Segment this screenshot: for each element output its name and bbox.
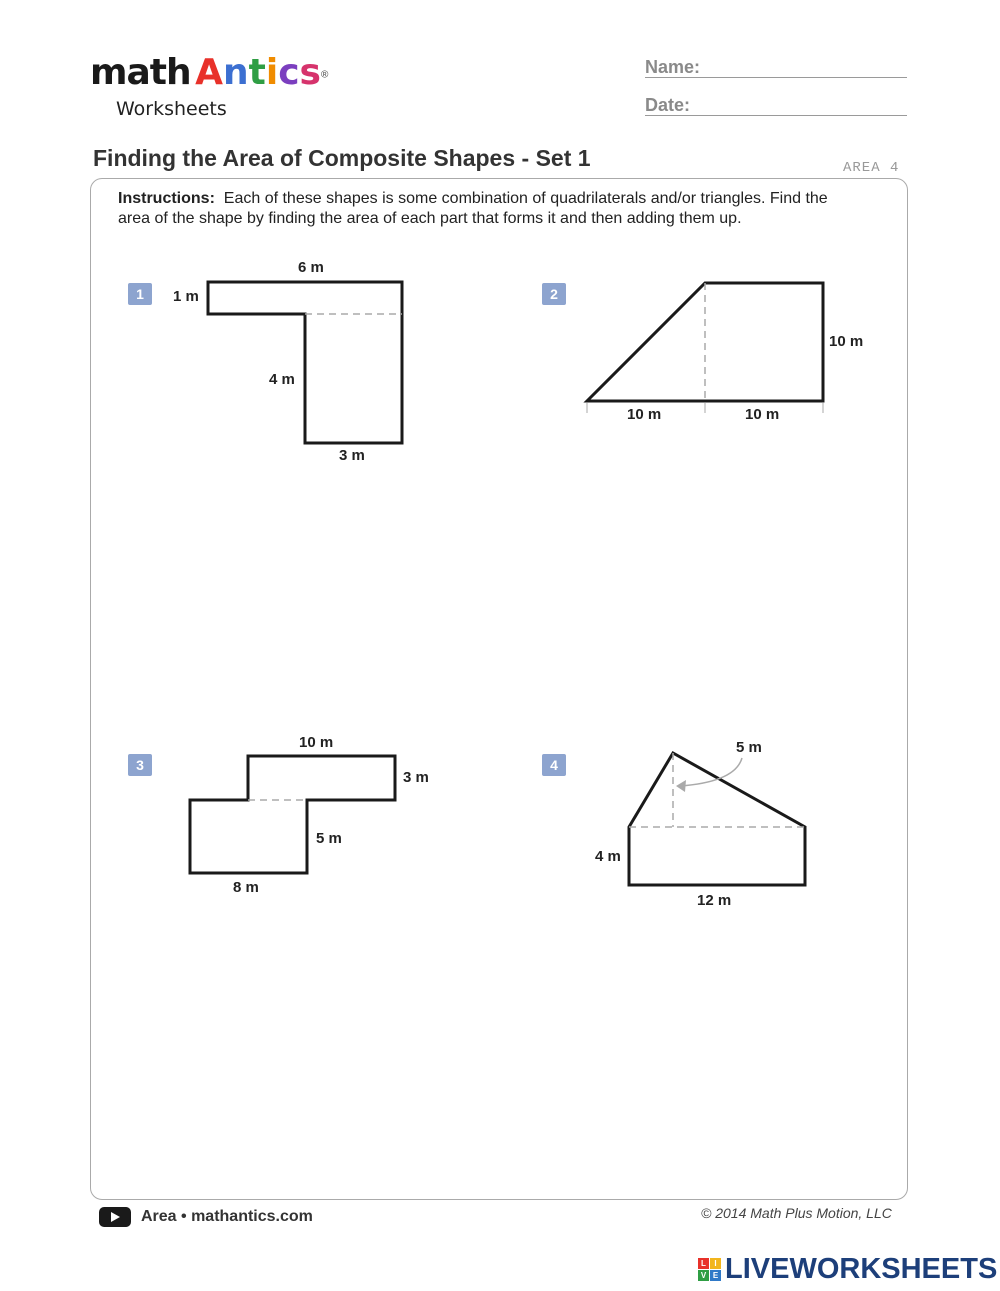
problem-3-label-top: 10 m xyxy=(299,734,334,751)
logo-letter: i xyxy=(265,52,279,93)
liveworksheets-icon-tile: I xyxy=(710,1258,721,1269)
logo-word-math: math xyxy=(90,52,191,93)
problem-4-arrow-head xyxy=(676,780,686,792)
logo-letter: t xyxy=(248,52,266,93)
liveworksheets-logo-icon xyxy=(698,1258,722,1282)
liveworksheets-icon-tile: V xyxy=(698,1270,709,1281)
logo-subtitle: Worksheets xyxy=(116,98,227,120)
problem-3-shape xyxy=(190,756,395,873)
name-label: Name: xyxy=(645,57,701,77)
problem-2-label-right: 10 m xyxy=(829,333,864,350)
problem-4-label-bottom: 12 m xyxy=(697,892,732,909)
footer-source: Area • mathantics.com xyxy=(141,1208,313,1225)
liveworksheets-brand: LIVEWORKSHEETS xyxy=(725,1253,998,1285)
problem-1-label-left-small: 1 m xyxy=(173,288,199,305)
date-label: Date: xyxy=(645,95,691,115)
problem-1-label-bottom: 3 m xyxy=(339,447,365,464)
footer-copyright: © 2014 Math Plus Motion, LLC xyxy=(701,1205,892,1221)
problem-4-shape xyxy=(629,753,805,885)
problem-1-label-left: 4 m xyxy=(269,371,295,388)
instructions-text: Each of these shapes is some combination of quadrilaterals and/or triangles. Find the area of the shape by finding the area of each part that forms it and then adding them up. xyxy=(118,190,828,227)
problem-1-label-top: 6 m xyxy=(298,259,324,276)
problem-4-badge: 4 xyxy=(542,754,566,776)
logo-letter: n xyxy=(222,52,249,93)
problem-1-shape xyxy=(208,282,402,443)
problem-3-label-right: 5 m xyxy=(316,830,342,847)
youtube-icon xyxy=(99,1207,131,1227)
logo-registered: ® xyxy=(320,69,329,81)
problem-3-badge: 3 xyxy=(128,754,152,776)
page-title: Finding the Area of Composite Shapes - Set 1 xyxy=(93,145,591,171)
logo-letter: c xyxy=(278,52,300,93)
problem-2-badge: 2 xyxy=(542,283,566,305)
problem-4-label-left: 4 m xyxy=(595,848,621,865)
liveworksheets-icon-tile: E xyxy=(710,1270,721,1281)
liveworksheets-icon-tile: L xyxy=(698,1258,709,1269)
problem-2-label-bottom-right: 10 m xyxy=(745,406,780,423)
instructions-label: Instructions: xyxy=(118,190,215,207)
problem-3-label-bottom: 8 m xyxy=(233,879,259,896)
problem-1-badge: 1 xyxy=(128,283,152,305)
problem-2-label-bottom-left: 10 m xyxy=(627,406,662,423)
logo-letter: s xyxy=(299,52,321,93)
worksheet-code: AREA 4 xyxy=(843,160,900,176)
logo-letter: A xyxy=(195,52,223,93)
problem-3-label-right-small: 3 m xyxy=(403,769,429,786)
problem-4-label-top: 5 m xyxy=(736,739,762,756)
